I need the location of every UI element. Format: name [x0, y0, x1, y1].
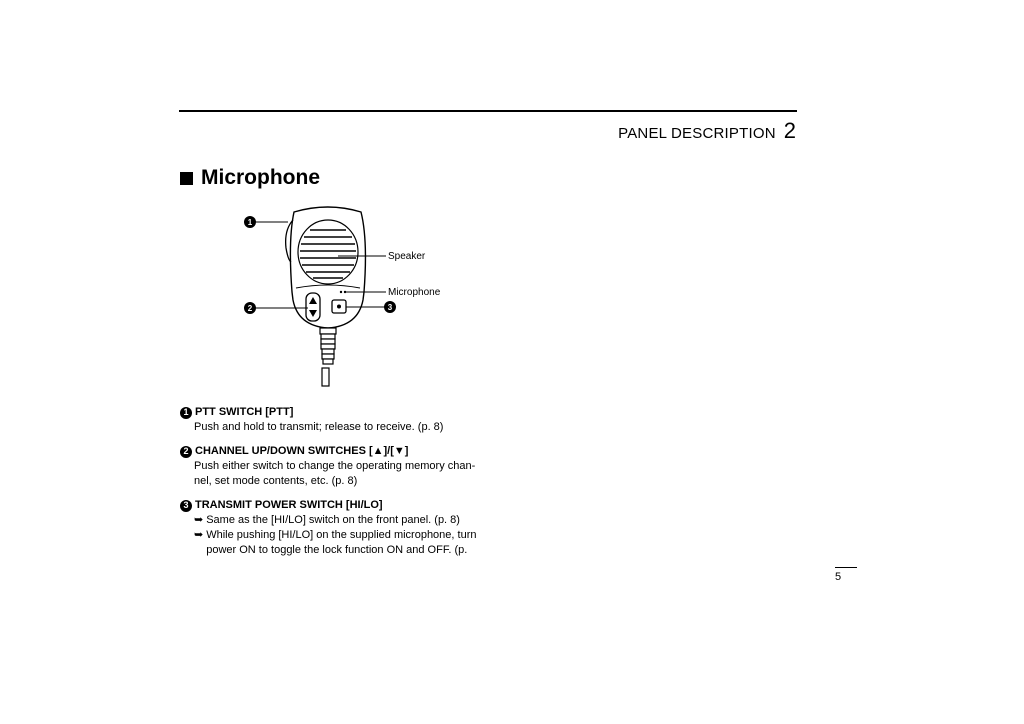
section-title-text: Microphone — [201, 166, 320, 189]
section-heading: PANEL DESCRIPTION — [618, 125, 776, 142]
square-bullet-icon — [180, 172, 193, 185]
item-body: Push either switch to change the operating memory chan-nel, set mode contents, etc. (p. 8) — [194, 460, 476, 487]
item-list — [180, 405, 480, 567]
callout-1-label: 1 — [247, 218, 253, 227]
footer-rule — [835, 567, 857, 568]
microphone-diagram — [236, 200, 456, 395]
item-body: Push and hold to transmit; release to receive. (p. 8) — [194, 421, 444, 433]
bullet-item: ➥ While pushing [HI/LO] on the supplied microphone, turn power ON to toggle the lock function ON and OFF. (p. — [194, 529, 477, 556]
number-1-icon: 1 — [180, 407, 192, 419]
arrow-bullet-icon: ➥ — [194, 529, 204, 541]
item-ptt — [180, 405, 480, 435]
page-number: 5 — [835, 571, 842, 583]
item-title: PTT SWITCH [PTT] — [195, 406, 294, 418]
number-2-icon: 2 — [180, 446, 192, 458]
chapter-number: 2 — [783, 118, 796, 143]
header-rule — [179, 110, 797, 112]
callout-2-label: 2 — [247, 304, 253, 313]
channel-switches — [306, 293, 320, 321]
bullet-item: ➥ Same as the [HI/LO] switch on the front panel. (p. 8) — [194, 514, 460, 526]
item-power — [180, 498, 480, 558]
arrow-bullet-icon: ➥ — [194, 514, 204, 526]
item-title: TRANSMIT POWER SWITCH [HI/LO] — [195, 499, 383, 511]
hilo-switch — [332, 300, 346, 313]
item-channel — [180, 444, 480, 489]
speaker-label: Speaker — [388, 251, 426, 262]
number-3-icon: 3 — [180, 500, 192, 512]
callout-3-label: 3 — [387, 303, 393, 312]
microphone-label: Microphone — [388, 287, 441, 298]
item-title: CHANNEL UP/DOWN SWITCHES [▲]/[▼] — [195, 445, 409, 457]
section-title — [180, 166, 320, 190]
mic-cord — [320, 328, 336, 386]
page-header — [618, 118, 796, 144]
